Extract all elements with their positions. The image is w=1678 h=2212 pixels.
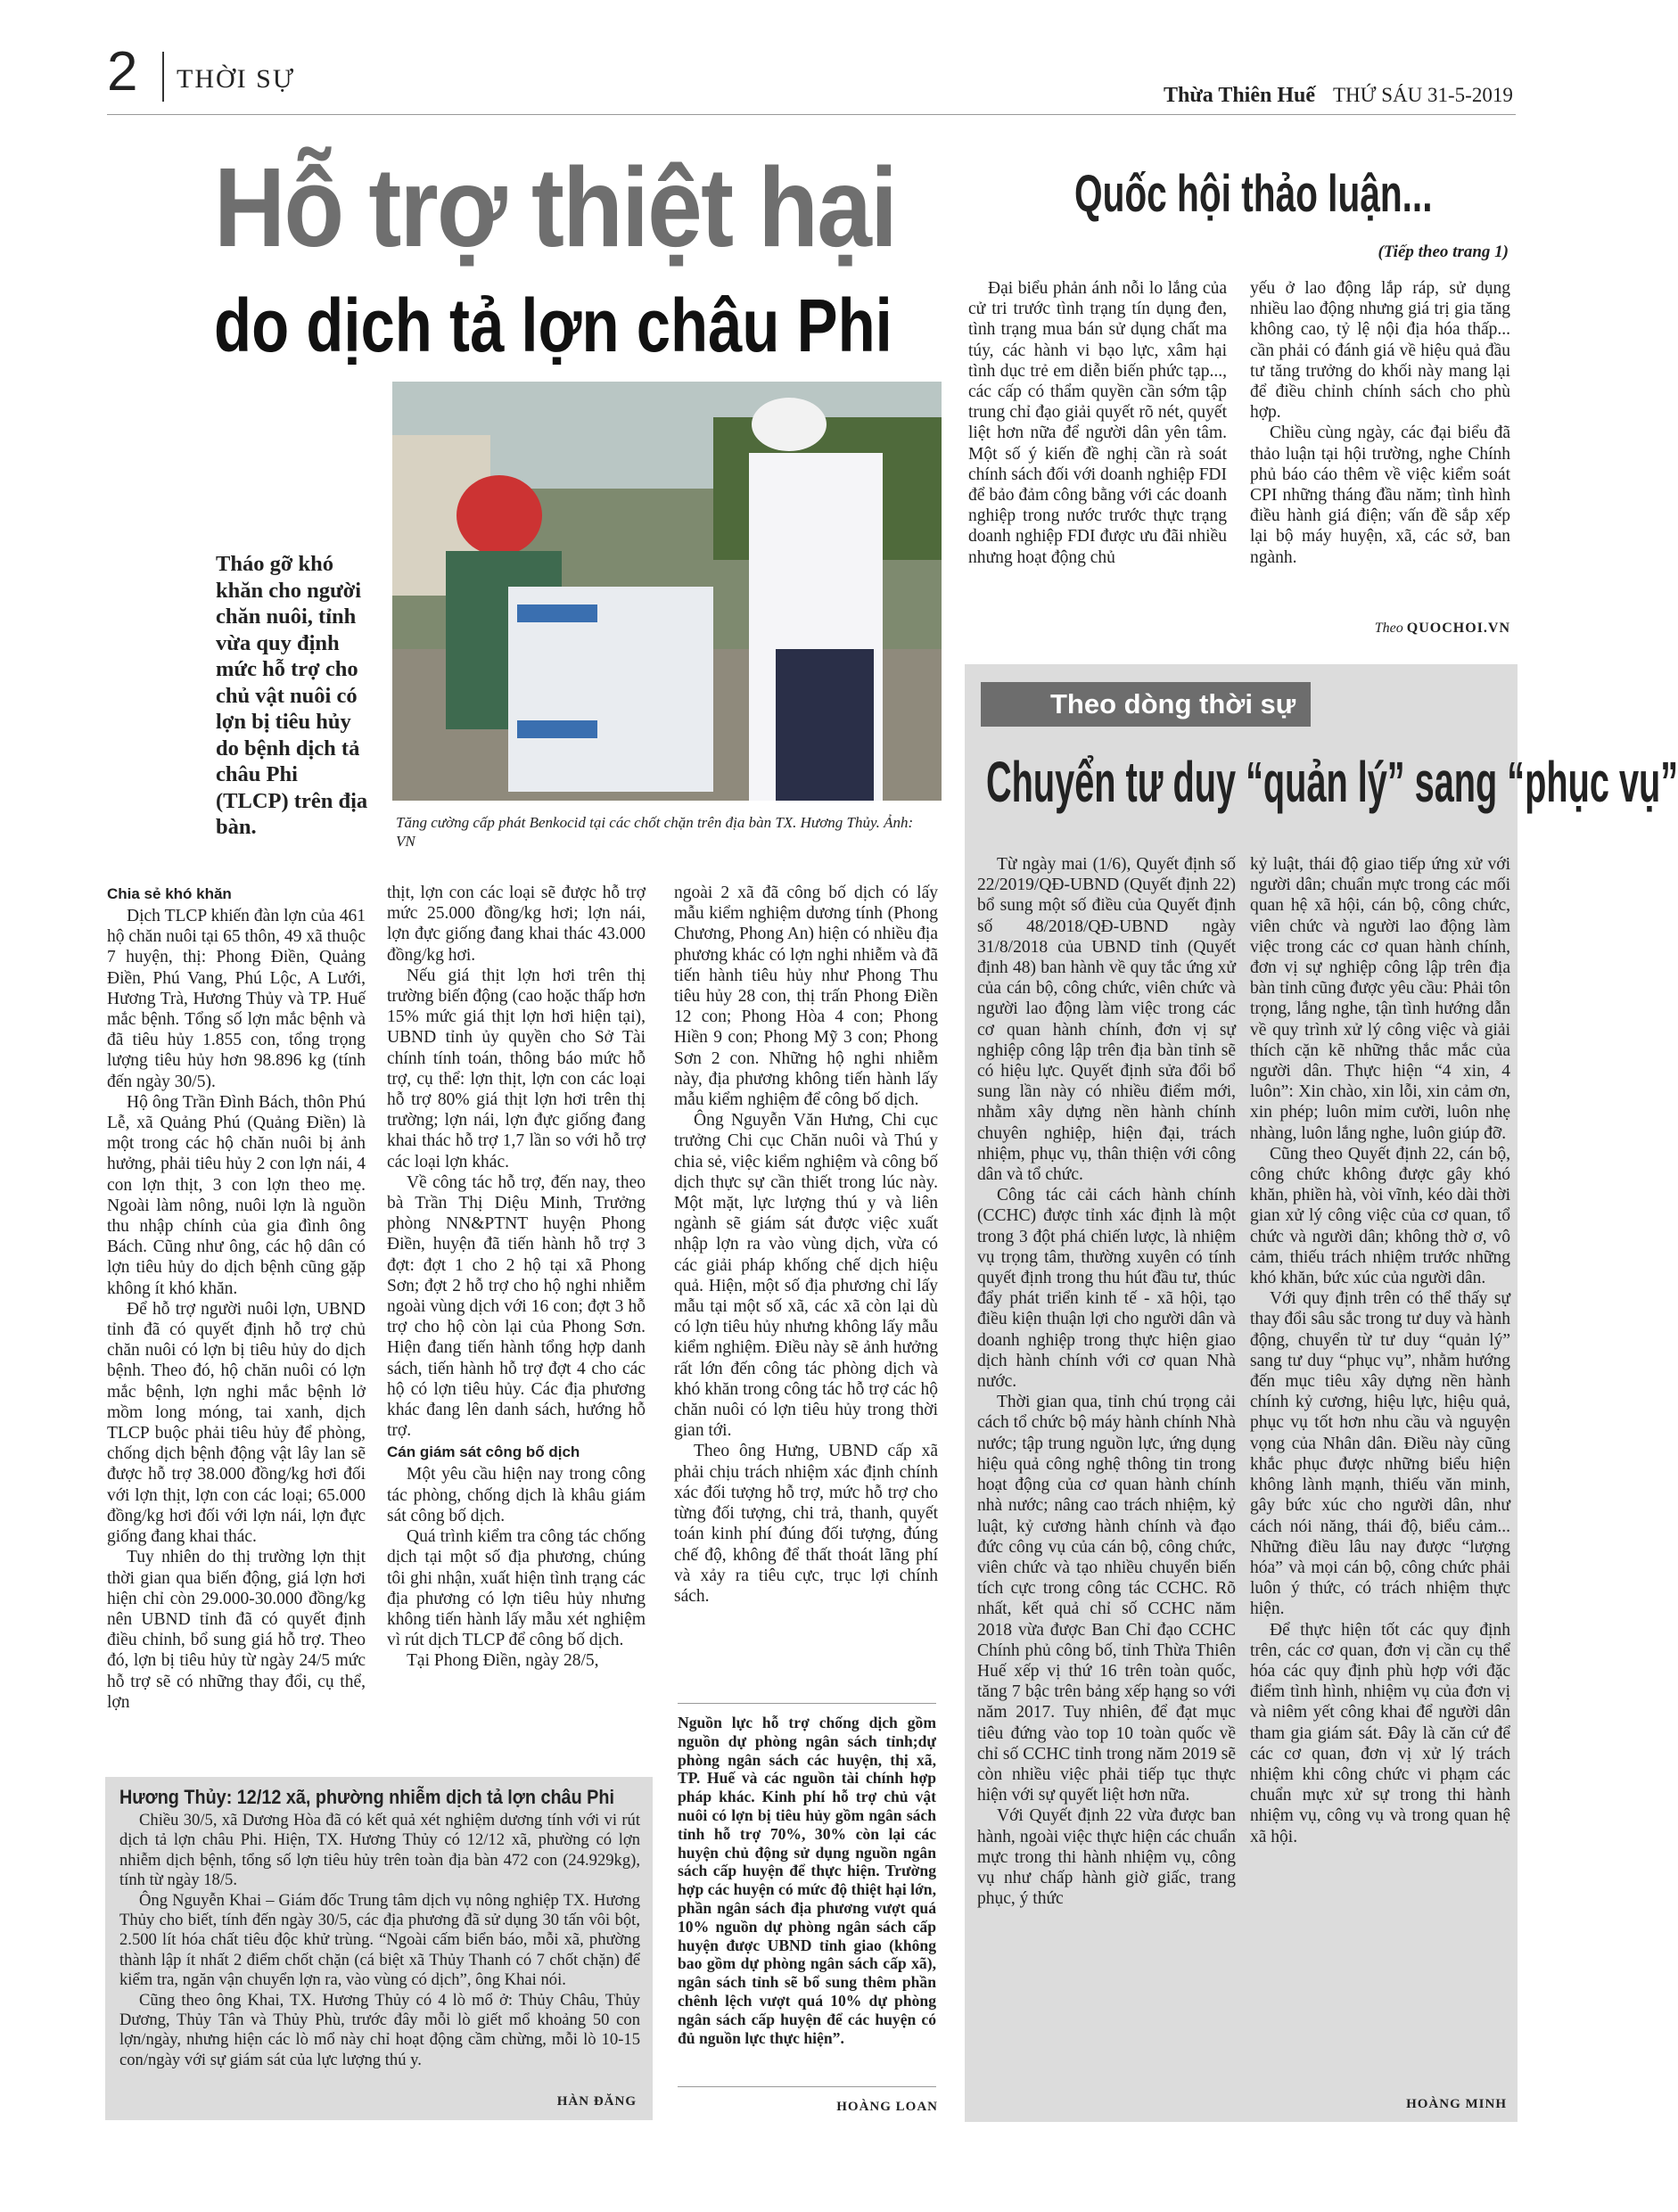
source-prefix: Theo	[1374, 621, 1403, 636]
paragraph: ngoài 2 xã đã công bố dịch có lấy mẫu kiểm nghiệm dương tính (Phong Chương, Phong An) hiện có nhiều địa phương khác có lợn nghi nhiễm và đã tiến hành tiêu hủy như Phong Thu tiêu hủy 28 con, thị trấn Phong Điền 12 con; Phong Hòa 4 con; Phong Hiền 9 con; Phong Mỹ 3 con; Phong Sơn 2 con. Những hộ nghi nhiễm này, địa phương không tiến hành lấy mẫu kiểm nghiệm để công bố dịch.	[674, 884, 938, 1110]
qh-col2	[1250, 278, 1510, 568]
paragraph: Ông Nguyễn Khai – Giám đốc Trung tâm dịch vụ nông nghiệp TX. Hương Thủy cho biết, tính đến ngày 30/5, các địa phương đã sử dụng 30 tấn vôi bột, 2.500 lít hóa chất tiêu độc khử trùng. “Ngoài cấm biển báo, mỗi xã, phường thành lập ít nhất 2 điểm chốt chặn (cá biệt xã Thủy Thanh có 7 chốt chặn) để kiểm tra, ngăn vận chuyển lợn ra, vào vùng có dịch”, ông Khai nói.	[119, 1890, 640, 1990]
column-author: HOÀNG MINH	[1406, 2097, 1507, 2111]
paragraph: Về công tác hỗ trợ, đến nay, theo bà Trần Thị Diệu Minh, Trưởng phòng NN&PTNT huyện Phong Điền, huyện đã tiến hành hỗ trợ 3 đợt: đợt 1 cho 2 hộ tại xã Phong Sơn; đợt 2 hỗ trợ cho hộ nghi nhiễm ngoài vùng dịch với 16 con; đợt 3 hỗ trợ cho hộ còn lại của Phong Sơn. Hiện đang tiến hành tổng hợp danh sách, tiến hành hỗ trợ đợt 4 cho các hộ có lợn tiêu hủy. Các địa phương khác đang lên danh sách, hướng hỗ trợ.	[387, 1172, 646, 1441]
issue-date: THỨ SÁU 31-5-2019	[1333, 84, 1513, 106]
source-name: QUOCHOI.VN	[1406, 621, 1510, 636]
photo-caption: Tăng cường cấp phát Benkocid tại các chốt chặn trên địa bàn TX. Hương Thủy. Ảnh: VN	[396, 814, 914, 850]
main-author: HOÀNG LOAN	[836, 2100, 938, 2114]
subhead-chia-se: Chia sẻ khó khăn	[107, 885, 232, 902]
sidebar-body	[119, 1811, 640, 2070]
paragraph: Để hỗ trợ người nuôi lợn, UBND tỉnh đã có quyết định hỗ trợ chủ chăn nuôi có lợn bị tiêu hủy do dịch bệnh. Theo đó, hộ chăn nuôi có lợn mắc bệnh, lợn nghi mắc bệnh lở mồm long móng, tai xanh, dịch TLCP buộc phải tiêu hủy để phòng, chống dịch bệnh động vật lây lan sẽ được hỗ trợ 38.000 đồng/kg hơi đối với lợn thịt, lợn con các loại; 65.000 đồng/kg hơi đối với lợn nái, lợn đực giống đang khai thác.	[107, 1299, 366, 1547]
column-headline: Chuyển tư duy “quản lý” sang “phục vụ”	[986, 750, 1678, 814]
paragraph: Chiều 30/5, xã Dương Hòa đã có kết quả xét nghiệm dương tính với vi rút dịch tả lợn châu Phi. Hiện, TX. Hương Thủy có 12/12 xã, phường có lợn nhiễm dịch bệnh, tổng số lợn tiêu hủy trên toàn địa bàn 472 con (24.929kg), tính từ ngày 18/5.	[119, 1811, 640, 1890]
header-divider	[162, 52, 164, 102]
qh-continued: (Tiếp theo trang 1)	[1378, 243, 1509, 261]
qh-headline: Quốc hội thảo luận...	[1074, 165, 1433, 223]
main-article-col1	[107, 883, 366, 1713]
main-article-col3	[674, 883, 938, 1607]
paragraph: kỷ luật, thái độ giao tiếp ứng xử với người dân; chuẩn mực trong các mối quan hệ xã hội, cán bộ, công chức, viên chức và người lao động làm việc trong các cơ quan hành chính, đơn vị sự nghiệp công lập trên địa bàn tỉnh cũng được yêu cầu: Phải tôn trọng, lắng nghe, tận tình hướng dẫn về quy trình xử lý công việc và giải thích cặn kẽ những thắc mắc của người dân. Thực hiện “4 xin, 4 luôn”: Xin chào, xin lỗi, xin cảm ơn, xin phép; luôn mỉm cười, luôn nhẹ nhàng, luôn lắng nghe, luôn giúp đỡ.	[1250, 855, 1510, 1143]
subhead-giam-sat: Cán giám sát công bố dịch	[387, 1443, 580, 1461]
paragraph: Dịch TLCP khiến đàn lợn của 461 hộ chăn nuôi tại 65 thôn, 49 xã thuộc 7 huyện, thị: Phong Điền, Quảng Điền, Phú Vang, Phú Lộc, A Lưới, Hương Trà, Hương Thủy và TP. Huế mắc bệnh. Tổng số lợn mắc bệnh và đã tiêu hủy 1.855 con, tổng trọng lượng tiêu hủy hơn 98.896 kg (tính đến ngày 30/5).	[107, 907, 366, 1091]
header-rule	[107, 114, 1516, 115]
paragraph: Từ ngày mai (1/6), Quyết định số 22/2019/QĐ-UBND (Quyết định 22) bổ sung một số điều của Quyết định số 48/2018/QĐ-UBND ngày 31/8/2018 của UBND tỉnh (Quyết định 48) ban hành về quy tắc ứng xử của cán bộ, công chức, viên chức và người lao động làm việc trong các cơ quan hành chính, đơn vị sự nghiệp công lập trên địa bàn tỉnh sẽ có hiệu lực. Quyết định sửa đổi bổ sung lần này có nhiều điểm mới, nhằm xây dựng nền hành chính chuyên nghiệp, hiện đại, trách nhiệm, phục vụ, thân thiện với công dân và tổ chức.	[977, 855, 1236, 1185]
paragraph: Nếu giá thịt lợn hơi trên thị trường biến động (cao hoặc thấp hơn 15% mức giá thịt lợn hơi hiện tại), UBND tỉnh ủy quyền cho Sở Tài chính tính toán, thông báo mức hỗ trợ, cụ thể: lợn thịt, lợn con các loại hỗ trợ 80% giá thịt lợn hơi trên thị trường; lợn nái, lợn đực giống đang khai thác hỗ trợ 1,7 lần so với hỗ trợ các loại lợn khác.	[387, 966, 646, 1172]
qh-source	[1250, 621, 1510, 637]
paragraph: Tại Phong Điền, ngày 28/5,	[407, 1651, 599, 1671]
paragraph: Theo ông Hưng, UBND cấp xã phải chịu trách nhiệm xác định chính xác đối tượng hỗ trợ, mức hỗ trợ cho từng đối tượng, chi trả, thanh, quyết toán kinh phí đúng đối tượng, đúng chế độ, không để thất thoát lãng phí và xảy ra tiêu cực, trục lợi chính sách.	[674, 1442, 938, 1606]
column-col1	[977, 854, 1236, 1909]
qh-col1	[968, 278, 1227, 568]
main-article-col2	[387, 883, 646, 1672]
paragraph: Hộ ông Trần Đình Bách, thôn Phú Lễ, xã Quảng Phú (Quảng Điền) là một trong các hộ chăn nuôi bị ảnh hưởng, phải tiêu hủy 2 con lợn nái, 4 con lợn thịt, 3 con lợn theo mẹ. Ngoài làm nông, nuôi lợn là nguồn thu nhập chính của gia đình ông Bách. Cũng như ông, các hộ dân có lợn tiêu hủy do dịch bệnh cũng gặp không ít khó khăn.	[107, 1092, 366, 1298]
paragraph: Một yêu cầu hiện nay trong công tác phòng, chống dịch là khâu giám sát công bố dịch.	[387, 1465, 646, 1525]
news-photo	[392, 382, 942, 801]
paragraph: Tuy nhiên do thị trường lợn thịt thời gian qua biến động, giá lợn hơi hiện chỉ còn 29.000-30.000 đồng/kg nên UBND tỉnh đã có quyết định điều chỉnh, bổ sung giá hỗ trợ. Theo đó, lợn bị tiêu hủy từ ngày 24/5 mức hỗ trợ sẽ có những thay đổi, cụ thể, lợn	[107, 1548, 366, 1712]
paragraph: Cũng theo ông Khai, TX. Hương Thủy có 4 lò mổ ở: Thủy Châu, Thủy Dương, Thủy Tân và Thủy Phù, trước đây mỗi lò giết mổ khoảng 50 con lợn/ngày, nhưng hiện các lò mổ này chỉ hoạt động cầm chừng, mỗi lò 10-15 con/ngày với sự giám sát của lực lượng thú y.	[119, 1990, 640, 2069]
sidebar-box	[105, 1777, 653, 2120]
paragraph: Chiều cùng ngày, các đại biểu đã thảo luận tại hội trường, nghe Chính phủ báo cáo thêm về việc kiểm soát CPI những tháng đầu năm; tình hình điều hành giá điện; vấn đề sắp xếp lại bộ máy huyện, xã, các sở, ban ngành.	[1250, 423, 1510, 567]
paragraph: Với Quyết định 22 vừa được ban hành, ngoài việc thực hiện các chuẩn mực trong thi hành nhiệm vụ, công vụ như chấp hành giờ giấc, trang phục, ý thức	[977, 1806, 1236, 1909]
lead-summary: Tháo gỡ khó khăn cho người chăn nuôi, tỉnh vừa quy định mức hỗ trợ cho chủ vật nuôi có lợn bị tiêu hủy do bệnh dịch tả châu Phi (TLCP) trên địa bàn.	[216, 552, 368, 839]
paragraph: Thời gian qua, tỉnh chú trọng cải cách tổ chức bộ máy hành chính Nhà nước; tập trung nguồn lực, ứng dụng hiệu quả công nghệ thông tin trong hoạt động của cơ quan hành chính nhà nước; nâng cao trách nhiệm, kỷ luật, kỷ cương hành chính và đạo đức công vụ của cán bộ, công chức, viên chức và tạo nhiều chuyển biến tích cực trong công tác CCHC. Rõ nhất, kết quả chỉ số CCHC năm 2018 vừa được Ban Chỉ đạo CCHC Chính phủ công bố, tỉnh Thừa Thiên Huế xếp vị thứ 16 trên toàn quốc, tăng 7 bậc trên bảng xếp hạng so với năm 2017. Tuy nhiên, để đạt mục tiêu đứng vào top 10 toàn quốc về chỉ số CCHC tỉnh trong năm 2019 sẽ còn nhiều việc phải tiếp tục thực hiện với sự quyết liệt hơn nữa.	[977, 1393, 1236, 1805]
box-rule	[678, 1703, 936, 1704]
paragraph: Quá trình kiểm tra công tác chống dịch tại một số địa phương, chúng tôi ghi nhận, xuất hiện tình trạng các địa phương có lợn tiêu hủy nhưng không tiến hành lấy mẫu xét nghiệm vì rút dịch TLCP để công bố dịch.	[387, 1527, 646, 1650]
paragraph: yếu ở lao động lắp ráp, sử dụng nhiều lao động nhưng giá trị gia tăng không cao, tỷ lệ nội địa hóa thấp... cần phải có đánh giá về hiệu quả đầu tư tăng trưởng do khối này mang lại để điều chỉnh chính sách cho phù hợp.	[1250, 279, 1510, 423]
column-col2	[1250, 854, 1510, 1847]
sidebar-author: HÀN ĐĂNG	[556, 2094, 637, 2109]
paragraph: Ông Nguyễn Văn Hưng, Chi cục trưởng Chi cục Chăn nuôi và Thú y chia sẻ, việc kiểm nghiệm và công bố dịch thực sự cần thiết trong lúc này. Một mặt, lực lượng thú y và liên ngành sẽ giám sát được việc xuất nhập lợn ra vào vùng dịch, vừa có các giải pháp khống chế dịch hiệu quả. Hiện, một số địa phương chỉ lấy mẫu tại một số xã, các xã còn lại dù có lợn tiêu hủy nhưng không lấy mẫu kiểm nghiệm. Điều này sẽ ảnh hưởng rất lớn đến công tác phòng dịch và khó khăn trong công tác hỗ trợ các hộ chăn nuôi có lợn tiêu hủy trong thời gian tới.	[674, 1111, 938, 1441]
page-number: 2	[107, 41, 138, 103]
paragraph: Công tác cải cách hành chính (CCHC) được tỉnh xác định là một trong 3 đột phá chiến lược, là nhiệm vụ trọng tâm, thường xuyên có tính quyết định trong thu hút đầu tư, thúc đẩy phát triển kinh tế - xã hội, tạo điều kiện thuận lợi cho người dân và doanh nghiệp trong thực hiện giao dịch hành chính với cơ quan Nhà nước.	[977, 1186, 1236, 1392]
paragraph: Để thực hiện tốt các quy định trên, các cơ quan, đơn vị cần cụ thể hóa các quy định phù hợp với đặc điểm tình hình, nhiệm vụ của đơn vị và niêm yết công khai để người dân tham gia giám sát. Đây là căn cứ để các cơ quan, đơn vị xử lý trách nhiệm khi công chức vi phạm các chuẩn mực xử sự trong thi hành nhiệm vụ, công vụ và trong quan hệ xã hội.	[1250, 1620, 1510, 1846]
paragraph: thịt, lợn con các loại sẽ được hỗ trợ mức 25.000 đồng/kg hơi; lợn nái, lợn đực giống đang khai thác 43.000 đồng/kg hơi.	[387, 884, 646, 965]
author-rule	[678, 2086, 936, 2087]
newspaper-name: Thừa Thiên Huế	[1164, 84, 1316, 107]
paragraph: Cũng theo Quyết định 22, cán bộ, công chức không được gây khó khăn, phiền hà, vòi vĩnh, kéo dài thời gian xử lý công việc của cơ quan, tổ chức và người dân; không thờ ơ, vô cảm, thiếu trách nhiệm trước những khó khăn, bức xúc của người dân.	[1250, 1144, 1510, 1288]
paragraph: Với quy định trên có thể thấy sự thay đổi sâu sắc trong tư duy và hành động, chuyển từ tư duy “quản lý” sang tư duy “phục vụ”, nhằm hướng đến mục tiêu xây dựng nền hành chính kỷ cương, hiệu lực, hiệu quả, phục vụ tốt hơn nhu cầu và nguyện vọng của Nhân dân. Điều này cũng khắc phục được những biểu hiện không lành mạnh, thiếu văn minh, gây bức xúc cho người dân, như cách nói năng, thái độ, biểu cảm... Những điều lâu nay được “lượng hóa” và mọi cán bộ, công chức phải luôn ý thức, có trách nhiệm thực hiện.	[1250, 1289, 1510, 1619]
funding-note: Nguồn lực hỗ trợ chống dịch gồm nguồn dự phòng ngân sách tỉnh;dự phòng ngân sách các huyện, thị xã, TP. Huế và các nguồn tài chính hợp pháp khác. Kinh phí hỗ trợ chủ vật nuôi có lợn bị tiêu hủy gồm ngân sách tỉnh hỗ trợ 70%, 30% còn lại các huyện chủ động sử dụng nguồn ngân sách cấp huyện để thực hiện. Trường hợp các huyện có mức độ thiệt hại lớn, phần ngân sách địa phương vượt quá 10% nguồn dự phòng ngân sách cấp huyện được UBND tỉnh giao (không bao gồm dự phòng ngân sách cấp xã), ngân sách tỉnh sẽ bổ sung thêm phần chênh lệch vượt quá 10% dự phòng ngân sách cấp huyện để các huyện có đủ nguồn lực thực hiện”.	[678, 1714, 936, 2047]
paragraph: Đại biểu phản ánh nỗi lo lắng của cử tri trước tình trạng tín dụng đen, tình trạng mua bán sử dụng chất ma túy, các hành vi bạo lực, xâm hại tình dục trẻ em diễn biến phức tạp..., các cấp có thẩm quyền cần sớm tập trung chỉ đạo giải quyết rõ nét, quyết liệt hơn nữa để người dân yên tâm. Một số ý kiến đề nghị cần rà soát chính sách đối với doanh nghiệp FDI để bảo đảm công bằng với các doanh nghiệp trong nước trước thực trạng doanh nghiệp FDI được ưu đãi nhiều nhưng hoạt động chủ	[968, 279, 1227, 567]
main-headline-line2: do dịch tả lợn châu Phi	[214, 284, 892, 367]
main-headline-line1: Hỗ trợ thiệt hại	[214, 144, 897, 270]
section-name: THỜI SỰ	[177, 64, 296, 94]
sidebar-title: Hương Thủy: 12/12 xã, phường nhiễm dịch tả lợn châu Phi	[119, 1786, 614, 1808]
column-banner: Theo dòng thời sự	[981, 682, 1311, 727]
